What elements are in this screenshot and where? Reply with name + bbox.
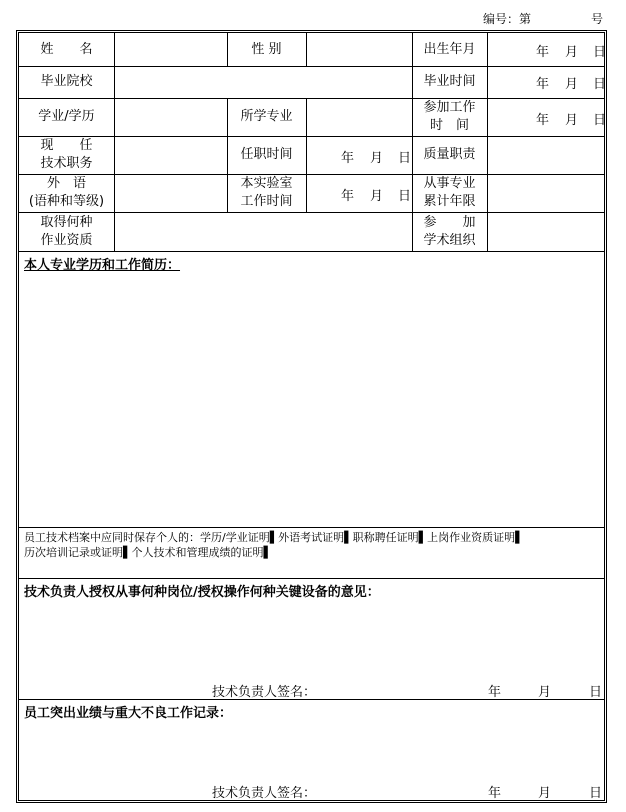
technical-title-label-line1: 现 任 xyxy=(40,138,93,153)
foreign-language-label-line1: 外 语 xyxy=(46,176,86,191)
lab-work-time-label-line2: 工作时间 xyxy=(240,194,293,209)
technical-title-label xyxy=(19,136,114,174)
authorization-signature-label: 技术负责人签名： xyxy=(212,685,317,700)
serial-number-label: 编号：第 xyxy=(483,12,532,26)
lab-work-time-label-line1: 本实验室 xyxy=(240,176,293,191)
academic-org-label-line1: 参 加 xyxy=(423,214,476,230)
graduation-time-label: 毕业时间 xyxy=(423,74,476,89)
archive-note-line2: 历次培训记录或证明▌个人技术和管理成绩的证明▌ xyxy=(24,546,272,559)
major-label: 所学专业 xyxy=(240,109,293,124)
academic-org-label xyxy=(412,212,487,251)
foreign-language-label-line2: (语种和等级) xyxy=(28,194,105,209)
record-section-title: 员工突出业绩与重大不良工作记录： xyxy=(24,706,233,721)
resume-section-title: 本人专业学历和工作简历： xyxy=(24,258,181,273)
technical-title-label-line2: 技术职务 xyxy=(40,156,93,171)
academic-org-label-line2: 学术组织 xyxy=(423,232,476,248)
authorization-section-title: 技术负责人授权从事何种岗位/授权操作何种关键设备的意见： xyxy=(24,585,380,600)
birth-date-label: 出生年月 xyxy=(423,41,476,57)
school-label: 毕业院校 xyxy=(40,74,93,89)
lab-work-time-label xyxy=(227,174,306,212)
work-start-label-line2: 时 间 xyxy=(429,118,469,133)
degree-label: 学业/学历 xyxy=(38,109,95,124)
work-start-label-line1: 参加工作 xyxy=(423,100,476,115)
professional-years-label-line2: 累计年限 xyxy=(423,194,476,209)
grid-line xyxy=(19,578,604,579)
work-start-label xyxy=(412,98,487,136)
professional-years-label-line1: 从事专业 xyxy=(423,176,476,191)
name-label: 姓 名 xyxy=(40,41,93,57)
serial-number-suffix: 号 xyxy=(591,12,604,26)
appointment-time-label: 任职时间 xyxy=(240,147,293,162)
foreign-language-label xyxy=(19,174,114,212)
grid-line xyxy=(487,33,488,251)
qualification-label-line1: 取得何种 xyxy=(40,214,93,230)
professional-years-label xyxy=(412,174,487,212)
grid-line xyxy=(306,33,307,66)
qualification-label-line2: 作业资质 xyxy=(40,232,93,248)
record-signature-label: 技术负责人签名： xyxy=(212,786,317,801)
gender-label: 性 别 xyxy=(251,41,282,57)
grid-line xyxy=(306,98,307,212)
grid-line xyxy=(19,251,604,252)
archive-note-line1: 员工技术档案中应同时保存个人的：学历/学业证明▌外语考试证明▌职称聘任证明▌上岗作业资质证明▌ xyxy=(24,531,524,544)
grid-line xyxy=(114,33,115,251)
grid-line xyxy=(19,527,604,528)
quality-duty-label: 质量职责 xyxy=(423,147,476,162)
qualification-label xyxy=(19,212,114,251)
